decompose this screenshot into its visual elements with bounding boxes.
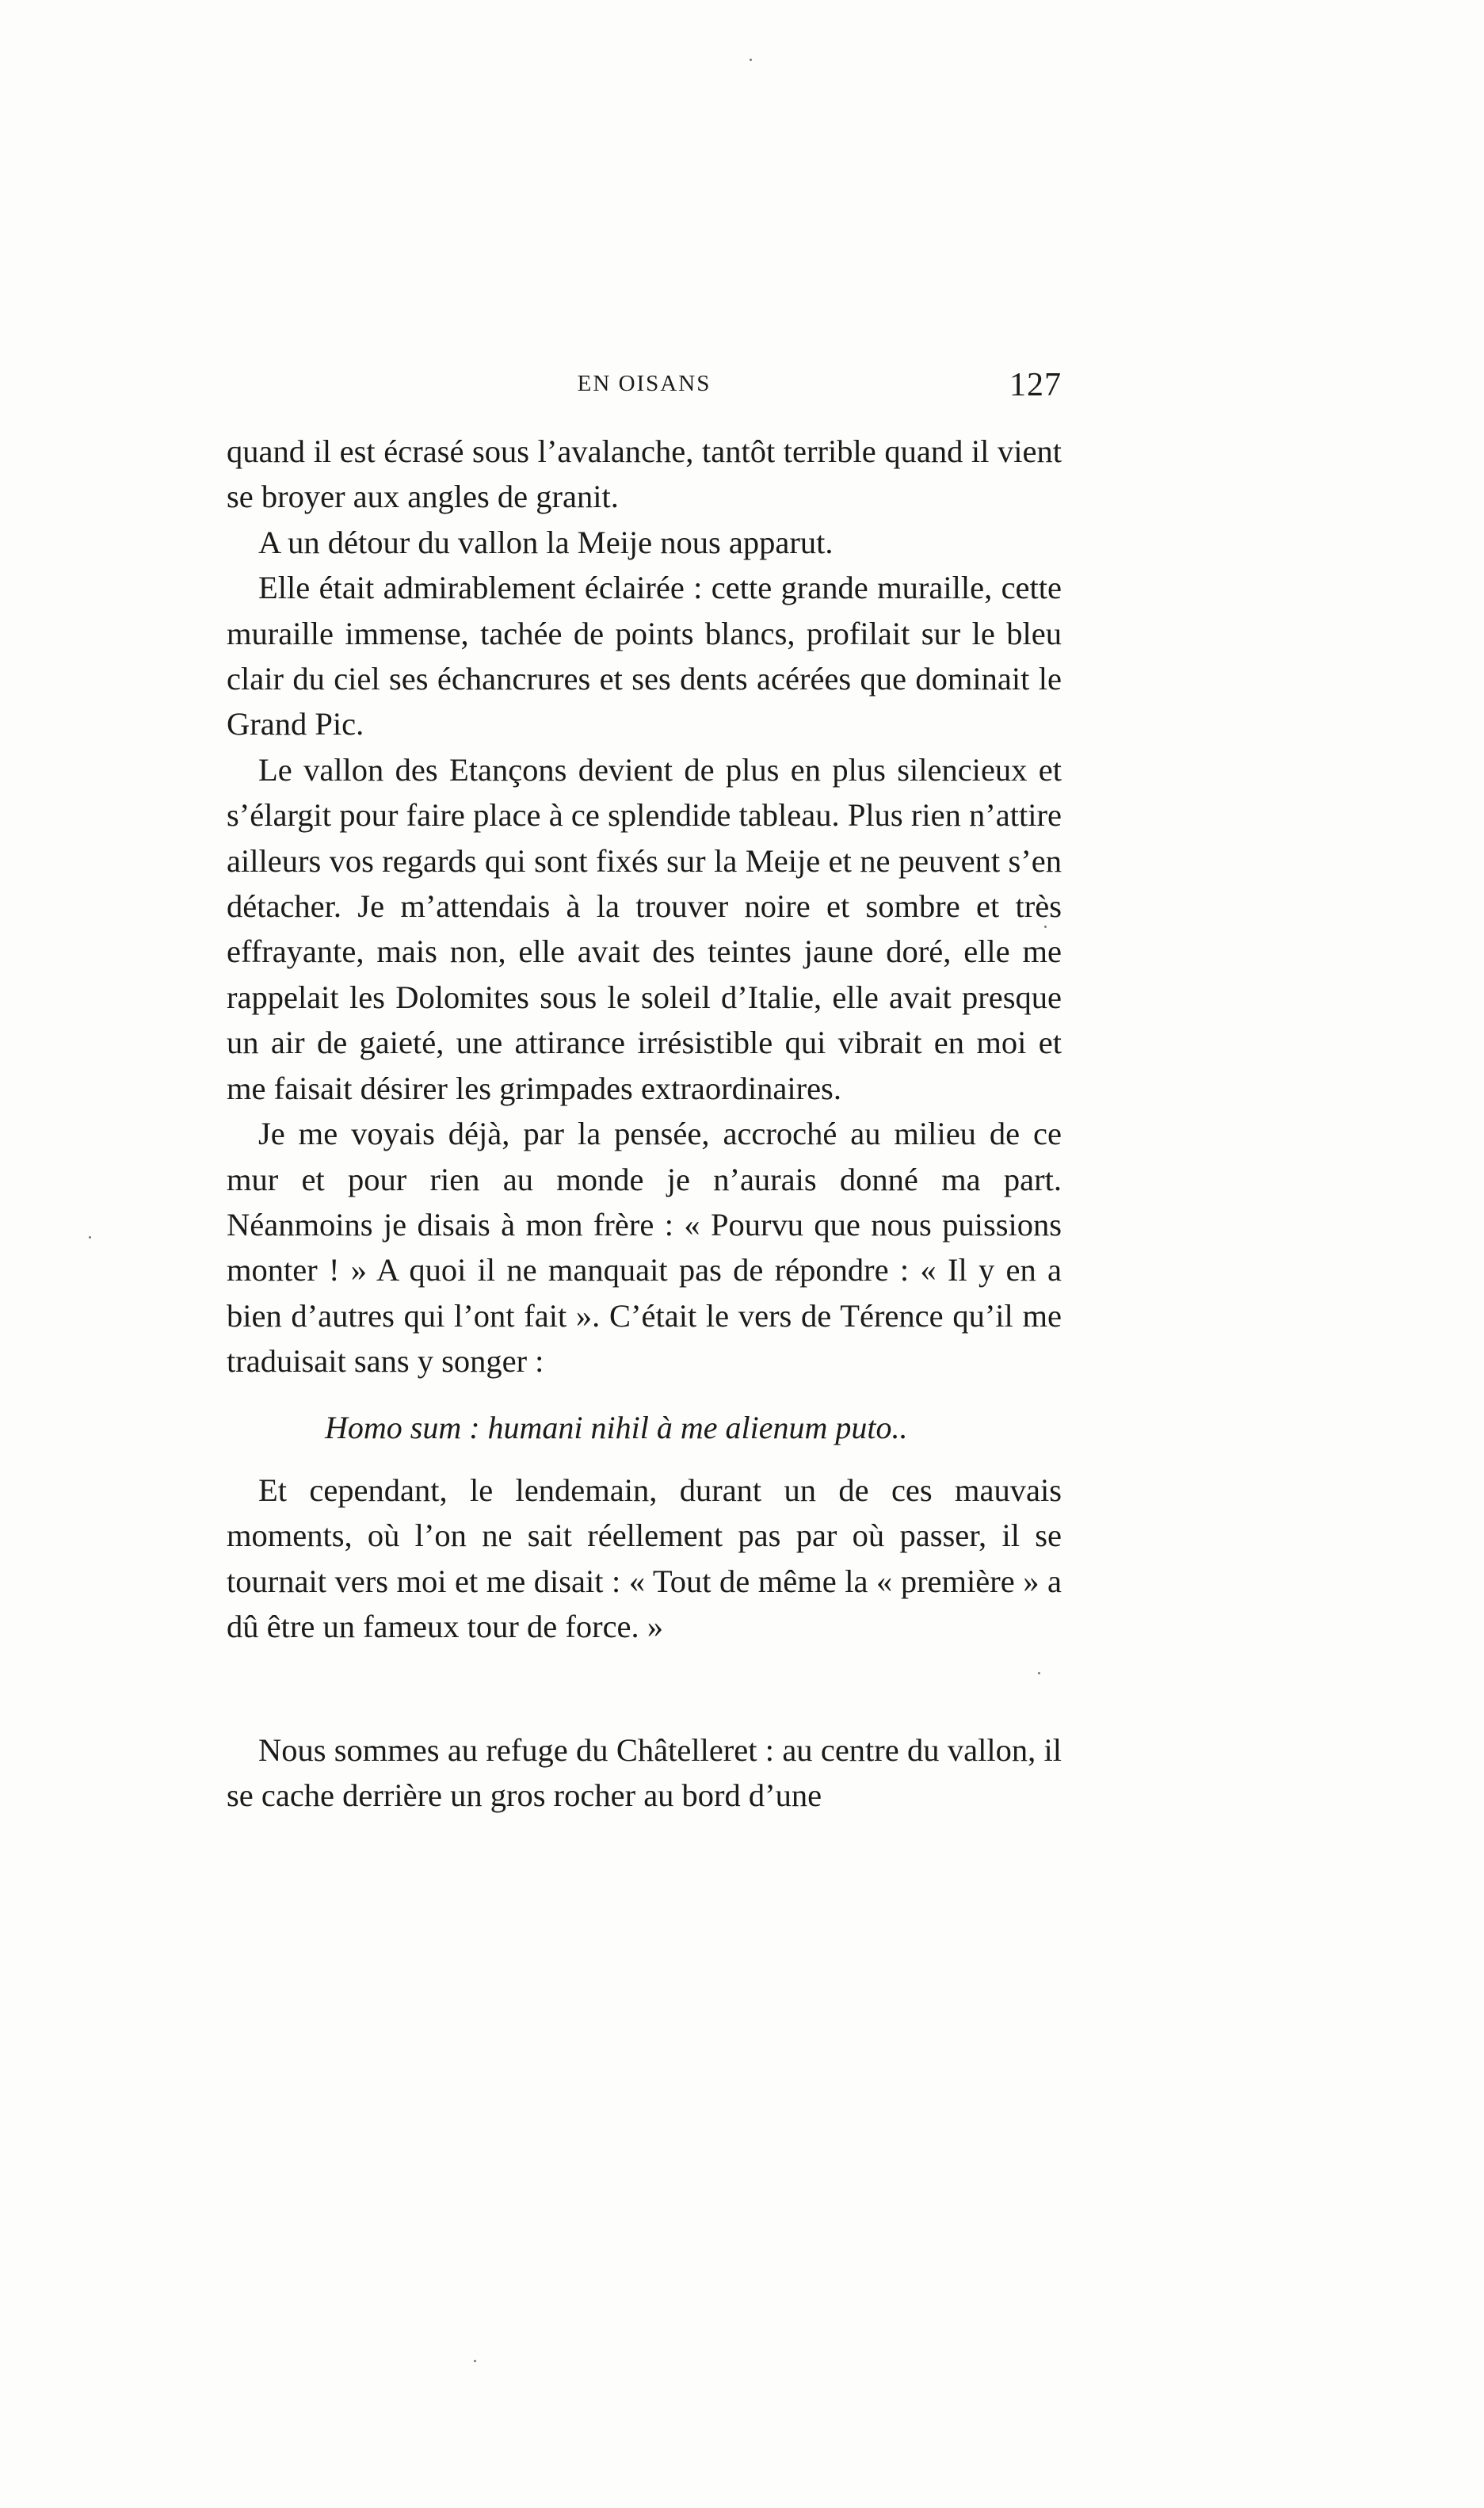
- paragraph-6: Et cependant, le lendemain, durant un de ces mauvais moments, où l’on ne sait réellement pas par où passer, il se tournait vers moi et me disait : « Tout de même la « première » a dû être un fameux tour de force. »: [227, 1472, 1062, 1645]
- scan-speck: [1038, 1672, 1040, 1674]
- scan-speck: [750, 59, 752, 61]
- paragraph-3: Elle était admirablement éclairée : cette grande muraille, cette muraille immense, tachée de points blancs, profilait sur le bleu clair du ciel ses échancrures et ses dents acérées que dominait le Grand Pic.: [227, 570, 1062, 742]
- page-number: 127: [1009, 367, 1062, 403]
- scan-speck: [1044, 926, 1047, 928]
- paragraph-7: Nous sommes au refuge du Châtelleret : au centre du vallon, il se cache derrière un gros rocher au bord d’une: [227, 1731, 1062, 1813]
- section-gap: [227, 1650, 1062, 1727]
- scan-speck: [89, 1236, 91, 1239]
- paragraph-5: Je me voyais déjà, par la pensée, accroché au milieu de ce mur et pour rien au monde je n’aurais donné ma part. Néanmoins je disais à mon frère : « Pourvu que nous puissions monter ! » A quoi il ne manquait pas de répondre : « Il y en a bien d’autres qui l’ont fait ». C’était le vers de Térence qu’il me traduisait sans y songer :: [227, 1116, 1062, 1380]
- running-head: [227, 366, 1062, 414]
- text-block: [227, 429, 1062, 1818]
- paragraph-2: A un détour du vallon la Meije nous apparut.: [258, 524, 834, 560]
- paragraph-1: quand il est écrasé sous l’avalanche, tantôt terrible quand il vient se broyer aux angles de granit.: [227, 433, 1062, 515]
- running-title: EN OISANS: [577, 371, 711, 396]
- latin-quote: Homo sum : humani nihil à me alienum puto..: [325, 1409, 908, 1445]
- scan-speck: [474, 2360, 476, 2362]
- paragraph-4: Le vallon des Etançons devient de plus en plus silencieux et s’élargit pour faire place à ce splendide tableau. Plus rien n’attire ailleurs vos regards qui sont fixés sur la Meije et ne peuvent s’en détacher. Je m’attendais à la trouver noire et sombre et très effrayante, mais non, elle avait des teintes jaune doré, elle me rappelait les Dolomites sous le soleil d’Italie, elle avait presque un air de gaieté, une attirance irrésistible qui vibrait en moi et me faisait désirer les grimpades extraordinaires.: [227, 751, 1062, 1106]
